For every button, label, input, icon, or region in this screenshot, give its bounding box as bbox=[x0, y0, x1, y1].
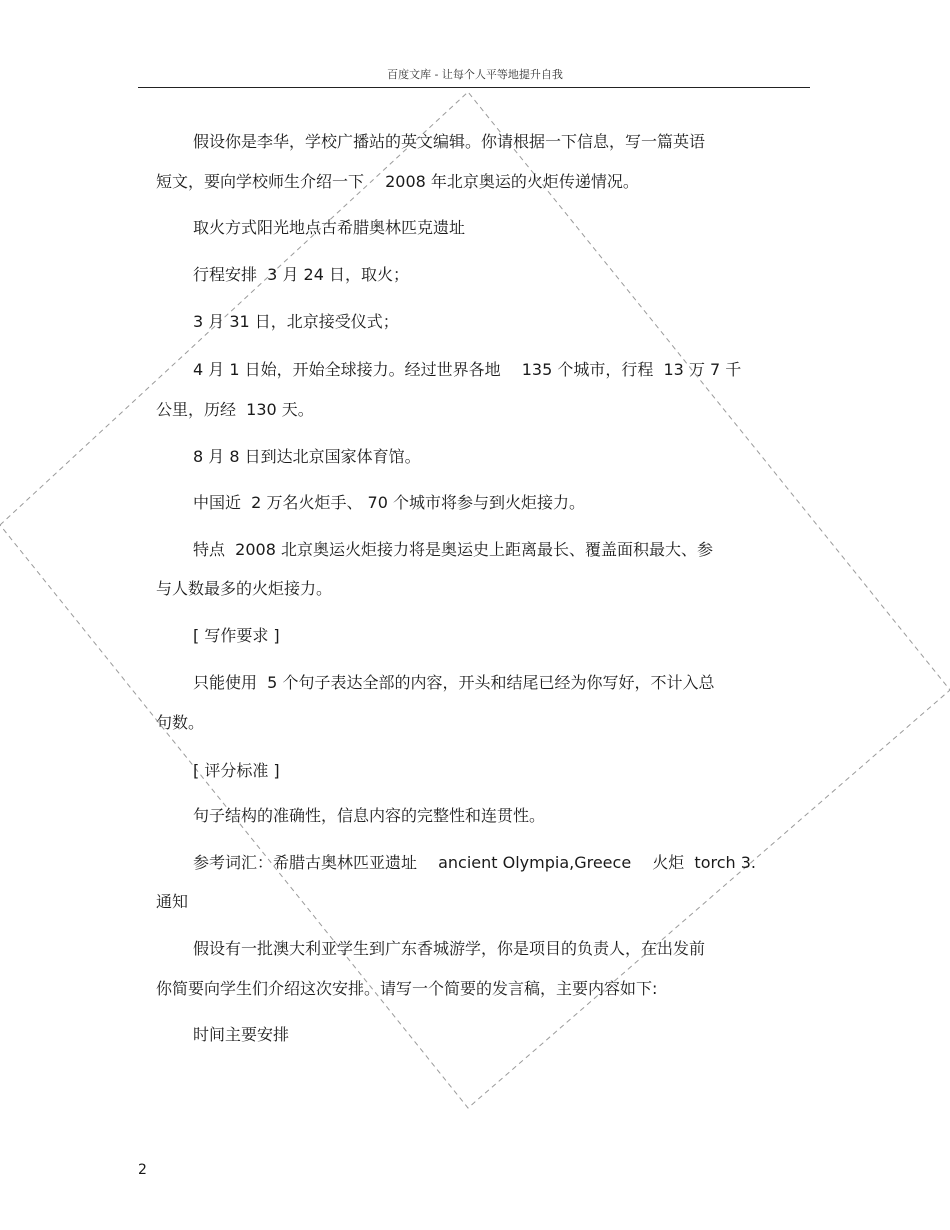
text-line: 假设有一批澳大利亚学生到广东香城游学，你是项目的负责人，在出发前 bbox=[193, 939, 706, 958]
text-line: 3 月 31 日，北京接受仪式； bbox=[193, 312, 399, 331]
text-line: 中国近 2 万名火炬手、 70 个城市将参与到火炬接力。 bbox=[193, 493, 585, 512]
text-line: 特点 2008 北京奥运火炬接力将是奥运史上距离最长、覆盖面积最大、参 bbox=[193, 540, 713, 559]
text-line: 句数。 bbox=[156, 713, 205, 732]
text-line: 8 月 8 日到达北京国家体育馆。 bbox=[193, 447, 421, 466]
section-heading: [ 写作要求 ] bbox=[193, 626, 280, 645]
text-line: 取火方式阳光地点古希腊奥林匹克遗址 bbox=[193, 218, 466, 237]
text-line: 4 月 1 日始，开始全球接力。经过世界各地 135 个城市，行程 13 万 7 千 bbox=[193, 360, 742, 379]
text-line: 行程安排 3 月 24 日，取火； bbox=[193, 265, 409, 284]
text-line: 时间主要安排 bbox=[193, 1025, 290, 1044]
page-number: 2 bbox=[138, 1162, 147, 1178]
text-line: 你简要向学生们介绍这次安排。请写一个简要的发言稿，主要内容如下: bbox=[156, 979, 658, 998]
text-line: 与人数最多的火炬接力。 bbox=[156, 579, 333, 598]
text-line: 参考词汇：希腊古奥林匹亚遗址 ancient Olympia,Greece 火炬 torch 3. bbox=[193, 853, 756, 872]
text-line: 只能使用 5 个句子表达全部的内容，开头和结尾已经为你写好，不计入总 bbox=[193, 673, 715, 692]
text-line: 公里，历经 130 天。 bbox=[156, 400, 314, 419]
page-header: 百度文库 - 让每个人平等地提升自我 bbox=[387, 68, 563, 81]
section-heading: [ 评分标准 ] bbox=[193, 761, 280, 780]
text-line: 假设你是李华，学校广播站的英文编辑。你请根据一下信息，写一篇英语 bbox=[193, 132, 706, 151]
text-line: 短文，要向学校师生介绍一下 2008 年北京奥运的火炬传递情况。 bbox=[156, 172, 639, 191]
header-rule bbox=[138, 87, 810, 88]
text-line: 通知 bbox=[156, 892, 189, 911]
text-line: 句子结构的准确性，信息内容的完整性和连贯性。 bbox=[193, 806, 546, 825]
